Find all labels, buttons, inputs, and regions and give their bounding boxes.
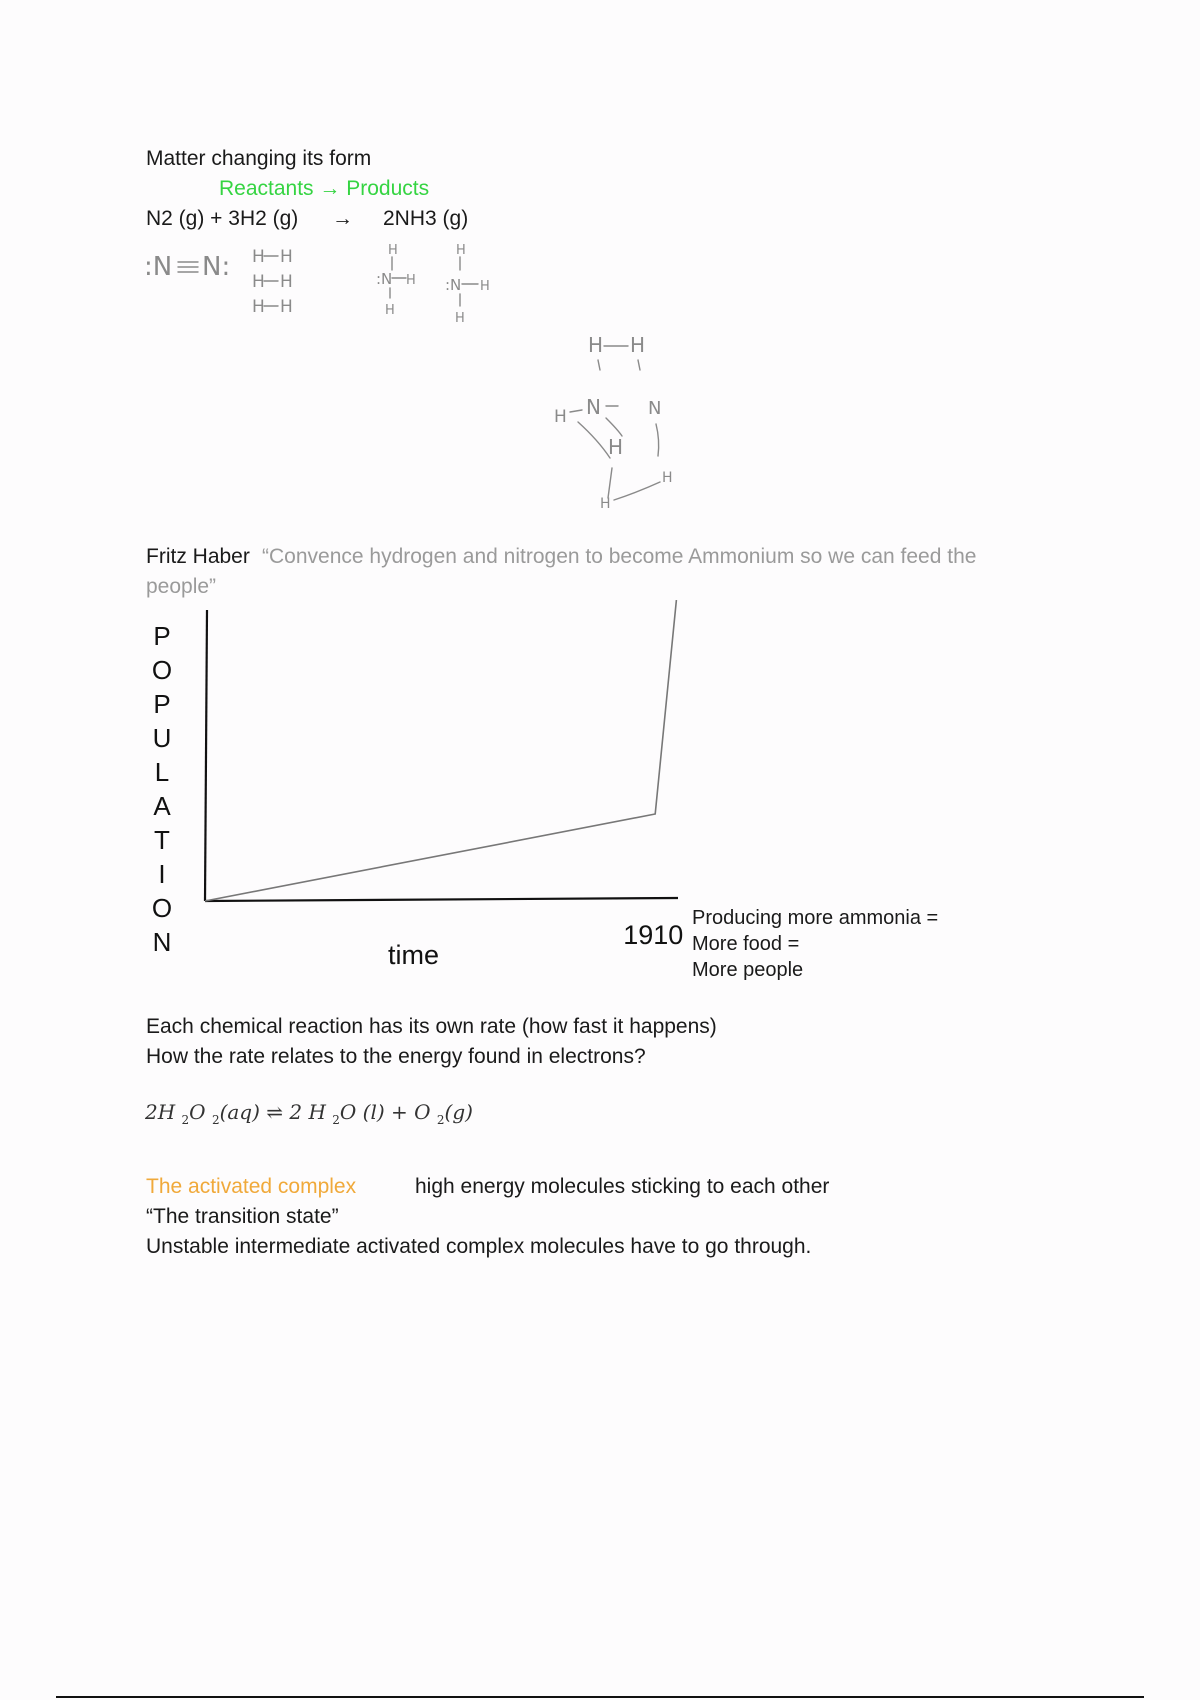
y-axis xyxy=(205,610,207,901)
y-axis-label-letter: L xyxy=(154,757,170,787)
haber-name: Fritz Haber xyxy=(146,545,250,568)
equation-right: 2NH3 (g) xyxy=(383,207,469,230)
svg-text:H: H xyxy=(455,311,465,326)
x-tick-label-1910: 1910 xyxy=(623,920,684,950)
svg-text:H: H xyxy=(608,435,624,459)
eq-part4: O (l) + O xyxy=(339,1100,431,1124)
svg-text:H: H xyxy=(456,243,466,258)
eq-sub1: 2 xyxy=(181,1113,190,1127)
y-axis-label-letter: P xyxy=(153,689,171,719)
haber-quote-line1: “Convence hydrogen and nitrogen to become Ammonium so we can feed the xyxy=(262,545,977,568)
population-chart xyxy=(140,600,700,970)
eq-part2: O xyxy=(189,1100,206,1124)
ammonia-note xyxy=(692,905,938,983)
svg-text:H: H xyxy=(280,247,293,267)
y-axis-label-letter: T xyxy=(154,825,170,855)
equation-arrow: → xyxy=(332,207,353,230)
matter-line: Matter changing its form xyxy=(146,147,372,170)
svg-text:H: H xyxy=(252,297,265,317)
transition-state-line: “The transition state” xyxy=(146,1205,339,1228)
series-line-population xyxy=(205,600,676,901)
activated-complex-sketch xyxy=(548,330,698,510)
haber-quote-line2: people” xyxy=(146,575,217,598)
activated-complex-term: The activated complex xyxy=(146,1175,357,1198)
eq-sub4: 2 xyxy=(436,1113,445,1127)
page-bottom-rule xyxy=(56,1696,1144,1698)
y-axis-label-letter: P xyxy=(153,621,171,651)
svg-text:H: H xyxy=(252,272,265,292)
rate-line1: Each chemical reaction has its own rate (how fast it happens) xyxy=(146,1015,717,1038)
svg-text:H: H xyxy=(280,297,293,317)
svg-text:H: H xyxy=(600,496,611,510)
rate-line2: How the rate relates to the energy found in electrons? xyxy=(146,1045,646,1068)
svg-text:H: H xyxy=(588,333,604,357)
svg-text:N:: N: xyxy=(202,252,231,282)
svg-text:N: N xyxy=(648,398,662,419)
x-axis-label: time xyxy=(388,940,440,970)
population-chart-svg xyxy=(140,600,700,970)
eq-part1: 2H xyxy=(145,1100,176,1124)
y-axis-label-letter: I xyxy=(158,859,166,889)
svg-text:H: H xyxy=(388,243,398,258)
y-axis-label-letter: O xyxy=(151,655,173,685)
svg-text:H: H xyxy=(280,272,293,292)
equation-left: N2 (g) + 3H2 (g) xyxy=(146,207,299,230)
decomposition-equation xyxy=(145,1100,473,1127)
y-axis-label-letter: N xyxy=(152,927,172,957)
svg-text::N: :N xyxy=(376,270,393,288)
svg-text:H: H xyxy=(385,303,395,318)
svg-text:H: H xyxy=(662,470,673,486)
svg-text:H: H xyxy=(252,247,265,267)
y-axis-label xyxy=(152,621,172,957)
eq-part3: (aq) ⇌ 2 H xyxy=(219,1100,326,1124)
activated-complex-definition: high energy molecules sticking to each other xyxy=(415,1175,830,1198)
y-axis-label-letter: O xyxy=(151,893,173,923)
eq-part5: (g) xyxy=(444,1100,473,1124)
note-line3: More people xyxy=(692,959,804,981)
y-axis-label-letter: U xyxy=(152,723,172,753)
reactants-products-line: Reactants → Products xyxy=(219,177,430,200)
unstable-line: Unstable intermediate activated complex molecules have to go through. xyxy=(146,1235,812,1258)
svg-text::N: :N xyxy=(144,252,173,282)
y-axis-label-letter: A xyxy=(153,791,171,821)
eq-sub3: 2 xyxy=(332,1113,340,1127)
svg-text:H: H xyxy=(554,407,567,427)
note-line2: More food = xyxy=(692,933,800,955)
svg-text::N: :N xyxy=(445,276,462,294)
svg-text:H: H xyxy=(480,279,490,294)
svg-text:N: N xyxy=(586,395,601,419)
svg-text:H: H xyxy=(406,273,416,288)
molecule-sketch-reactants xyxy=(140,240,520,330)
eq-sub2: 2 xyxy=(211,1113,220,1127)
svg-text:H: H xyxy=(630,333,646,357)
x-axis xyxy=(205,898,678,901)
note-line1: Producing more ammonia = xyxy=(692,907,939,929)
